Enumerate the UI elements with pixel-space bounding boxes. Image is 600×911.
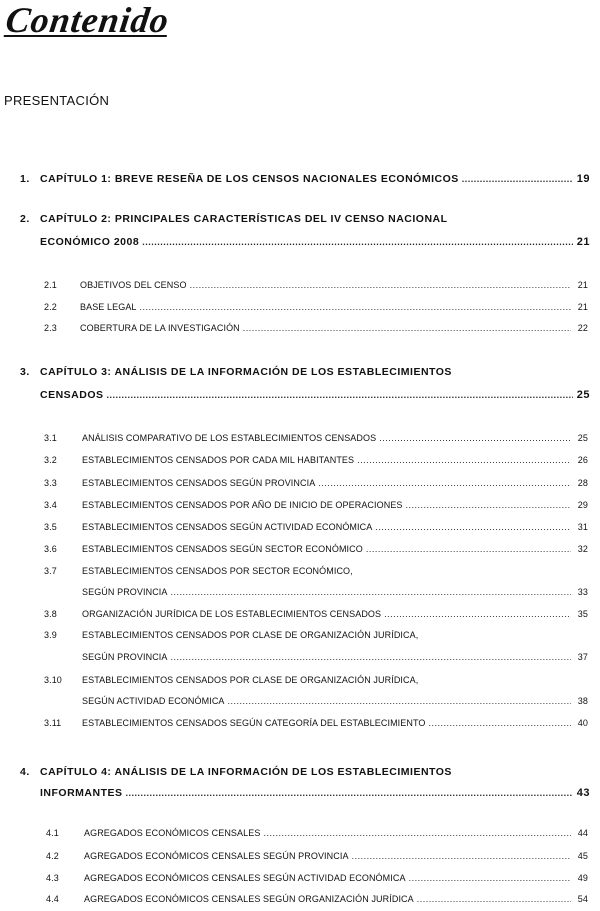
chapter-number: 2. xyxy=(20,213,30,225)
chapter-title: CAPÍTULO 1: BREVE RESEÑA DE LOS CENSOS NACIONALES ECONÓMICOS xyxy=(40,173,459,185)
chapter-title: CAPÍTULO 3: ANÁLISIS DE LA INFORMACIÓN DE LOS ESTABLECIMIENTOS xyxy=(40,366,452,378)
item-title-cont: SEGÚN PROVINCIA xyxy=(82,652,168,662)
dot-leader xyxy=(384,606,571,622)
item-number: 3.11 xyxy=(44,718,62,728)
page-number: 21 xyxy=(576,236,590,248)
toc-item-3-9-cont[interactable] xyxy=(82,649,588,665)
page-number: 40 xyxy=(577,718,588,728)
item-title: AGREGADOS ECONÓMICOS CENSALES SEGÚN ACTIVIDAD ECONÓMICA xyxy=(84,873,406,883)
page-number: 21 xyxy=(577,302,588,312)
toc-chapter-3[interactable] xyxy=(20,364,590,380)
chapter-number: 1. xyxy=(20,173,30,185)
dot-leader xyxy=(409,870,571,886)
dot-leader xyxy=(462,171,573,187)
dot-leader xyxy=(171,584,571,600)
page-number: 21 xyxy=(577,280,588,290)
dot-leader xyxy=(379,430,571,446)
toc-item-4-3[interactable] xyxy=(46,870,588,886)
toc-item-2-3[interactable] xyxy=(44,320,588,336)
item-title: ESTABLECIMIENTOS CENSADOS SEGÚN CATEGORÍA DEL ESTABLECIMIENTO xyxy=(82,718,426,728)
dot-leader xyxy=(171,649,571,665)
page-number: 45 xyxy=(577,851,588,861)
toc-item-3-11[interactable] xyxy=(44,715,588,731)
toc-chapter-1[interactable] xyxy=(20,171,590,187)
item-title: ORGANIZACIÓN JURÍDICA DE LOS ESTABLECIMIENTOS CENSADOS xyxy=(82,609,382,619)
page-number: 35 xyxy=(577,609,588,619)
item-number: 3.3 xyxy=(44,478,57,488)
item-title: AGREGADOS ECONÓMICOS CENSALES xyxy=(84,828,261,838)
dot-leader xyxy=(366,541,571,557)
dot-leader xyxy=(228,693,571,709)
chapter-number: 4. xyxy=(20,766,30,778)
dot-leader xyxy=(406,497,571,513)
page-number: 22 xyxy=(577,323,588,333)
item-title: ANÁLISIS COMPARATIVO DE LOS ESTABLECIMIENTOS CENSADOS xyxy=(82,433,377,443)
chapter-title-cont: INFORMANTES xyxy=(40,787,123,799)
toc-item-3-4[interactable] xyxy=(44,497,588,513)
item-number: 3.5 xyxy=(44,522,57,532)
page-number: 25 xyxy=(576,389,590,401)
dot-leader xyxy=(243,320,571,336)
dot-leader xyxy=(429,715,571,731)
page-number: 33 xyxy=(577,587,588,597)
toc-chapter-4-cont[interactable] xyxy=(40,785,590,801)
item-number: 3.10 xyxy=(44,675,62,685)
dot-leader xyxy=(318,475,571,491)
toc-item-3-9[interactable] xyxy=(44,627,588,643)
item-title: BASE LEGAL xyxy=(80,302,137,312)
dot-leader xyxy=(263,825,571,841)
chapter-title: CAPÍTULO 4: ANÁLISIS DE LA INFORMACIÓN DE LOS ESTABLECIMIENTOS xyxy=(40,766,452,778)
item-title: AGREGADOS ECONÓMICOS CENSALES SEGÚN PROVINCIA xyxy=(84,851,349,861)
toc-item-4-4[interactable] xyxy=(46,891,588,907)
item-title: ESTABLECIMIENTOS CENSADOS SEGÚN ACTIVIDAD ECONÓMICA xyxy=(82,522,373,532)
chapter-title-cont: CENSADOS xyxy=(40,389,104,401)
item-title: ESTABLECIMIENTOS CENSADOS SEGÚN SECTOR ECONÓMICO xyxy=(82,544,363,554)
dot-leader xyxy=(190,277,571,293)
item-title: ESTABLECIMIENTOS CENSADOS POR CLASE DE ORGANIZACIÓN JURÍDICA, xyxy=(82,675,419,685)
page-number: 19 xyxy=(576,173,590,185)
dot-leader xyxy=(375,519,571,535)
toc-item-4-2[interactable] xyxy=(46,848,588,864)
page-number: 43 xyxy=(576,787,590,799)
toc-chapter-4[interactable] xyxy=(20,764,590,780)
toc-chapter-2-cont[interactable] xyxy=(40,234,590,250)
page-title: Contenido xyxy=(3,0,172,40)
page-number: 44 xyxy=(577,828,588,838)
dot-leader xyxy=(126,785,574,801)
page-number: 49 xyxy=(577,873,588,883)
toc-item-2-2[interactable] xyxy=(44,299,588,315)
toc-item-3-8[interactable] xyxy=(44,606,588,622)
item-number: 3.4 xyxy=(44,500,57,510)
dot-leader xyxy=(107,387,573,403)
page-number: 31 xyxy=(577,522,588,532)
toc-item-3-7-cont[interactable] xyxy=(82,584,588,600)
item-number: 4.2 xyxy=(46,851,59,861)
item-number: 3.7 xyxy=(44,566,57,576)
page-number: 38 xyxy=(577,696,588,706)
toc-item-3-7[interactable] xyxy=(44,563,588,579)
chapter-number: 3. xyxy=(20,366,30,378)
dot-leader xyxy=(357,452,571,468)
item-number: 3.8 xyxy=(44,609,57,619)
page-number: 37 xyxy=(577,652,588,662)
chapter-title: CAPÍTULO 2: PRINCIPALES CARACTERÍSTICAS DEL IV CENSO NACIONAL xyxy=(40,213,448,225)
dot-leader xyxy=(140,299,571,315)
toc-item-3-5[interactable] xyxy=(44,519,588,535)
dot-leader xyxy=(352,848,571,864)
toc-item-2-1[interactable] xyxy=(44,277,588,293)
item-title: OBJETIVOS DEL CENSO xyxy=(80,280,187,290)
item-number: 2.3 xyxy=(44,323,57,333)
page-number: 32 xyxy=(577,544,588,554)
toc-item-3-6[interactable] xyxy=(44,541,588,557)
page-number: 28 xyxy=(577,478,588,488)
item-number: 3.6 xyxy=(44,544,57,554)
item-title: ESTABLECIMIENTOS CENSADOS SEGÚN PROVINCIA xyxy=(82,478,316,488)
item-number: 3.1 xyxy=(44,433,57,443)
item-number: 3.9 xyxy=(44,630,57,640)
item-number: 2.2 xyxy=(44,302,57,312)
item-title: AGREGADOS ECONÓMICOS CENSALES SEGÚN ORGANIZACIÓN JURÍDICA xyxy=(84,894,414,904)
item-title: ESTABLECIMIENTOS CENSADOS POR CADA MIL HABITANTES xyxy=(82,455,355,465)
item-title: ESTABLECIMIENTOS CENSADOS POR CLASE DE ORGANIZACIÓN JURÍDICA, xyxy=(82,630,419,640)
item-title-cont: SEGÚN PROVINCIA xyxy=(82,587,168,597)
toc-chapter-2[interactable] xyxy=(20,211,590,227)
page-number: 26 xyxy=(577,455,588,465)
item-number: 4.1 xyxy=(46,828,59,838)
item-number: 4.3 xyxy=(46,873,59,883)
page-number: 54 xyxy=(577,894,588,904)
toc-item-3-1[interactable] xyxy=(44,430,588,446)
page-number: 29 xyxy=(577,500,588,510)
page-number: 25 xyxy=(577,433,588,443)
dot-leader xyxy=(417,891,571,907)
item-number: 2.1 xyxy=(44,280,57,290)
toc-item-3-2[interactable] xyxy=(44,452,588,468)
item-title: COBERTURA DE LA INVESTIGACIÓN xyxy=(80,323,240,333)
toc-item-3-10-cont[interactable] xyxy=(82,693,588,709)
item-title-cont: SEGÚN ACTIVIDAD ECONÓMICA xyxy=(82,696,225,706)
toc-item-4-1[interactable] xyxy=(46,825,588,841)
item-title: ESTABLECIMIENTOS CENSADOS POR AÑO DE INICIO DE OPERACIONES xyxy=(82,500,403,510)
item-number: 4.4 xyxy=(46,894,59,904)
chapter-title-cont: ECONÓMICO 2008 xyxy=(40,236,140,248)
item-number: 3.2 xyxy=(44,455,57,465)
dot-leader xyxy=(142,234,573,250)
item-title: ESTABLECIMIENTOS CENSADOS POR SECTOR ECONÓMICO, xyxy=(82,566,353,576)
toc-item-3-3[interactable] xyxy=(44,475,588,491)
toc-presentacion[interactable]: PRESENTACIÓN xyxy=(4,93,110,108)
toc-chapter-3-cont[interactable] xyxy=(40,387,590,403)
toc-item-3-10[interactable] xyxy=(44,672,588,688)
